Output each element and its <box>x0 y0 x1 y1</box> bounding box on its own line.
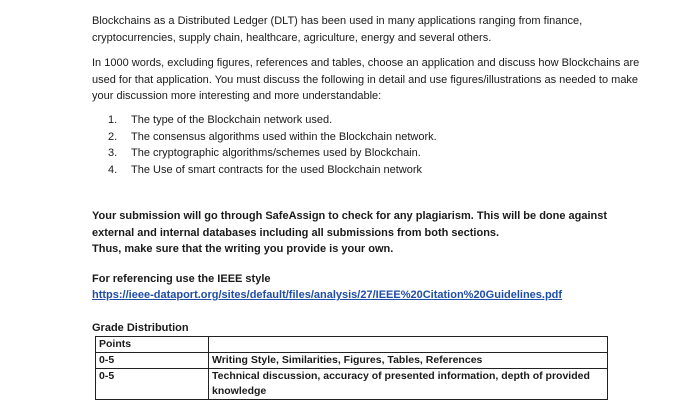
points-cell: 0-5 <box>96 369 209 400</box>
points-cell: 0-5 <box>96 353 209 369</box>
table-header-cell: Points <box>96 337 209 353</box>
plagiarism-warning: Your submission will go through SafeAssign to check for any plagiarism. This will be done against external and internal databases including all submissions from both sections. Thus, make sure that the writing you provide is your own. <box>92 210 608 255</box>
table-row <box>96 369 608 400</box>
table-row <box>96 353 608 369</box>
criteria-cell: Technical discussion, accuracy of presented information, depth of provided knowledge <box>209 369 608 400</box>
list-item: 3. The cryptographic algorithms/schemes used by Blockchain. <box>108 147 421 159</box>
grade-table <box>95 336 608 400</box>
table-header-cell <box>209 337 608 353</box>
requirements-list <box>108 112 437 178</box>
task-paragraph: In 1000 words, excluding figures, references and tables, choose an application and discuss how Blockchains are used for that application. You must discuss the following in detail and use figures/illustrations as needed to make your discussion more interesting and more understandable: <box>92 57 640 102</box>
grade-distribution-title: Grade Distribution <box>92 322 189 334</box>
list-item: 4. The Use of smart contracts for the used Blockchain network <box>108 163 423 176</box>
criteria-cell: Writing Style, Similarities, Figures, Tables, References <box>209 353 608 369</box>
list-item: 1. The type of the Blockchain network used. <box>108 114 333 126</box>
intro-paragraph: Blockchains as a Distributed Ledger (DLT) has been used in many applications ranging from finance, cryptocurrencies, supply chain, healthcare, agriculture, energy and several others. <box>92 15 583 44</box>
table-row <box>96 337 608 353</box>
reference-label: For referencing use the IEEE style <box>92 273 271 285</box>
ieee-guidelines-link[interactable]: https://ieee-dataport.org/sites/default/files/analysis/27/IEEE%20Citation%20Guidelines.pdf <box>92 289 563 301</box>
list-item: 2. The consensus algorithms used within the Blockchain network. <box>108 130 437 143</box>
